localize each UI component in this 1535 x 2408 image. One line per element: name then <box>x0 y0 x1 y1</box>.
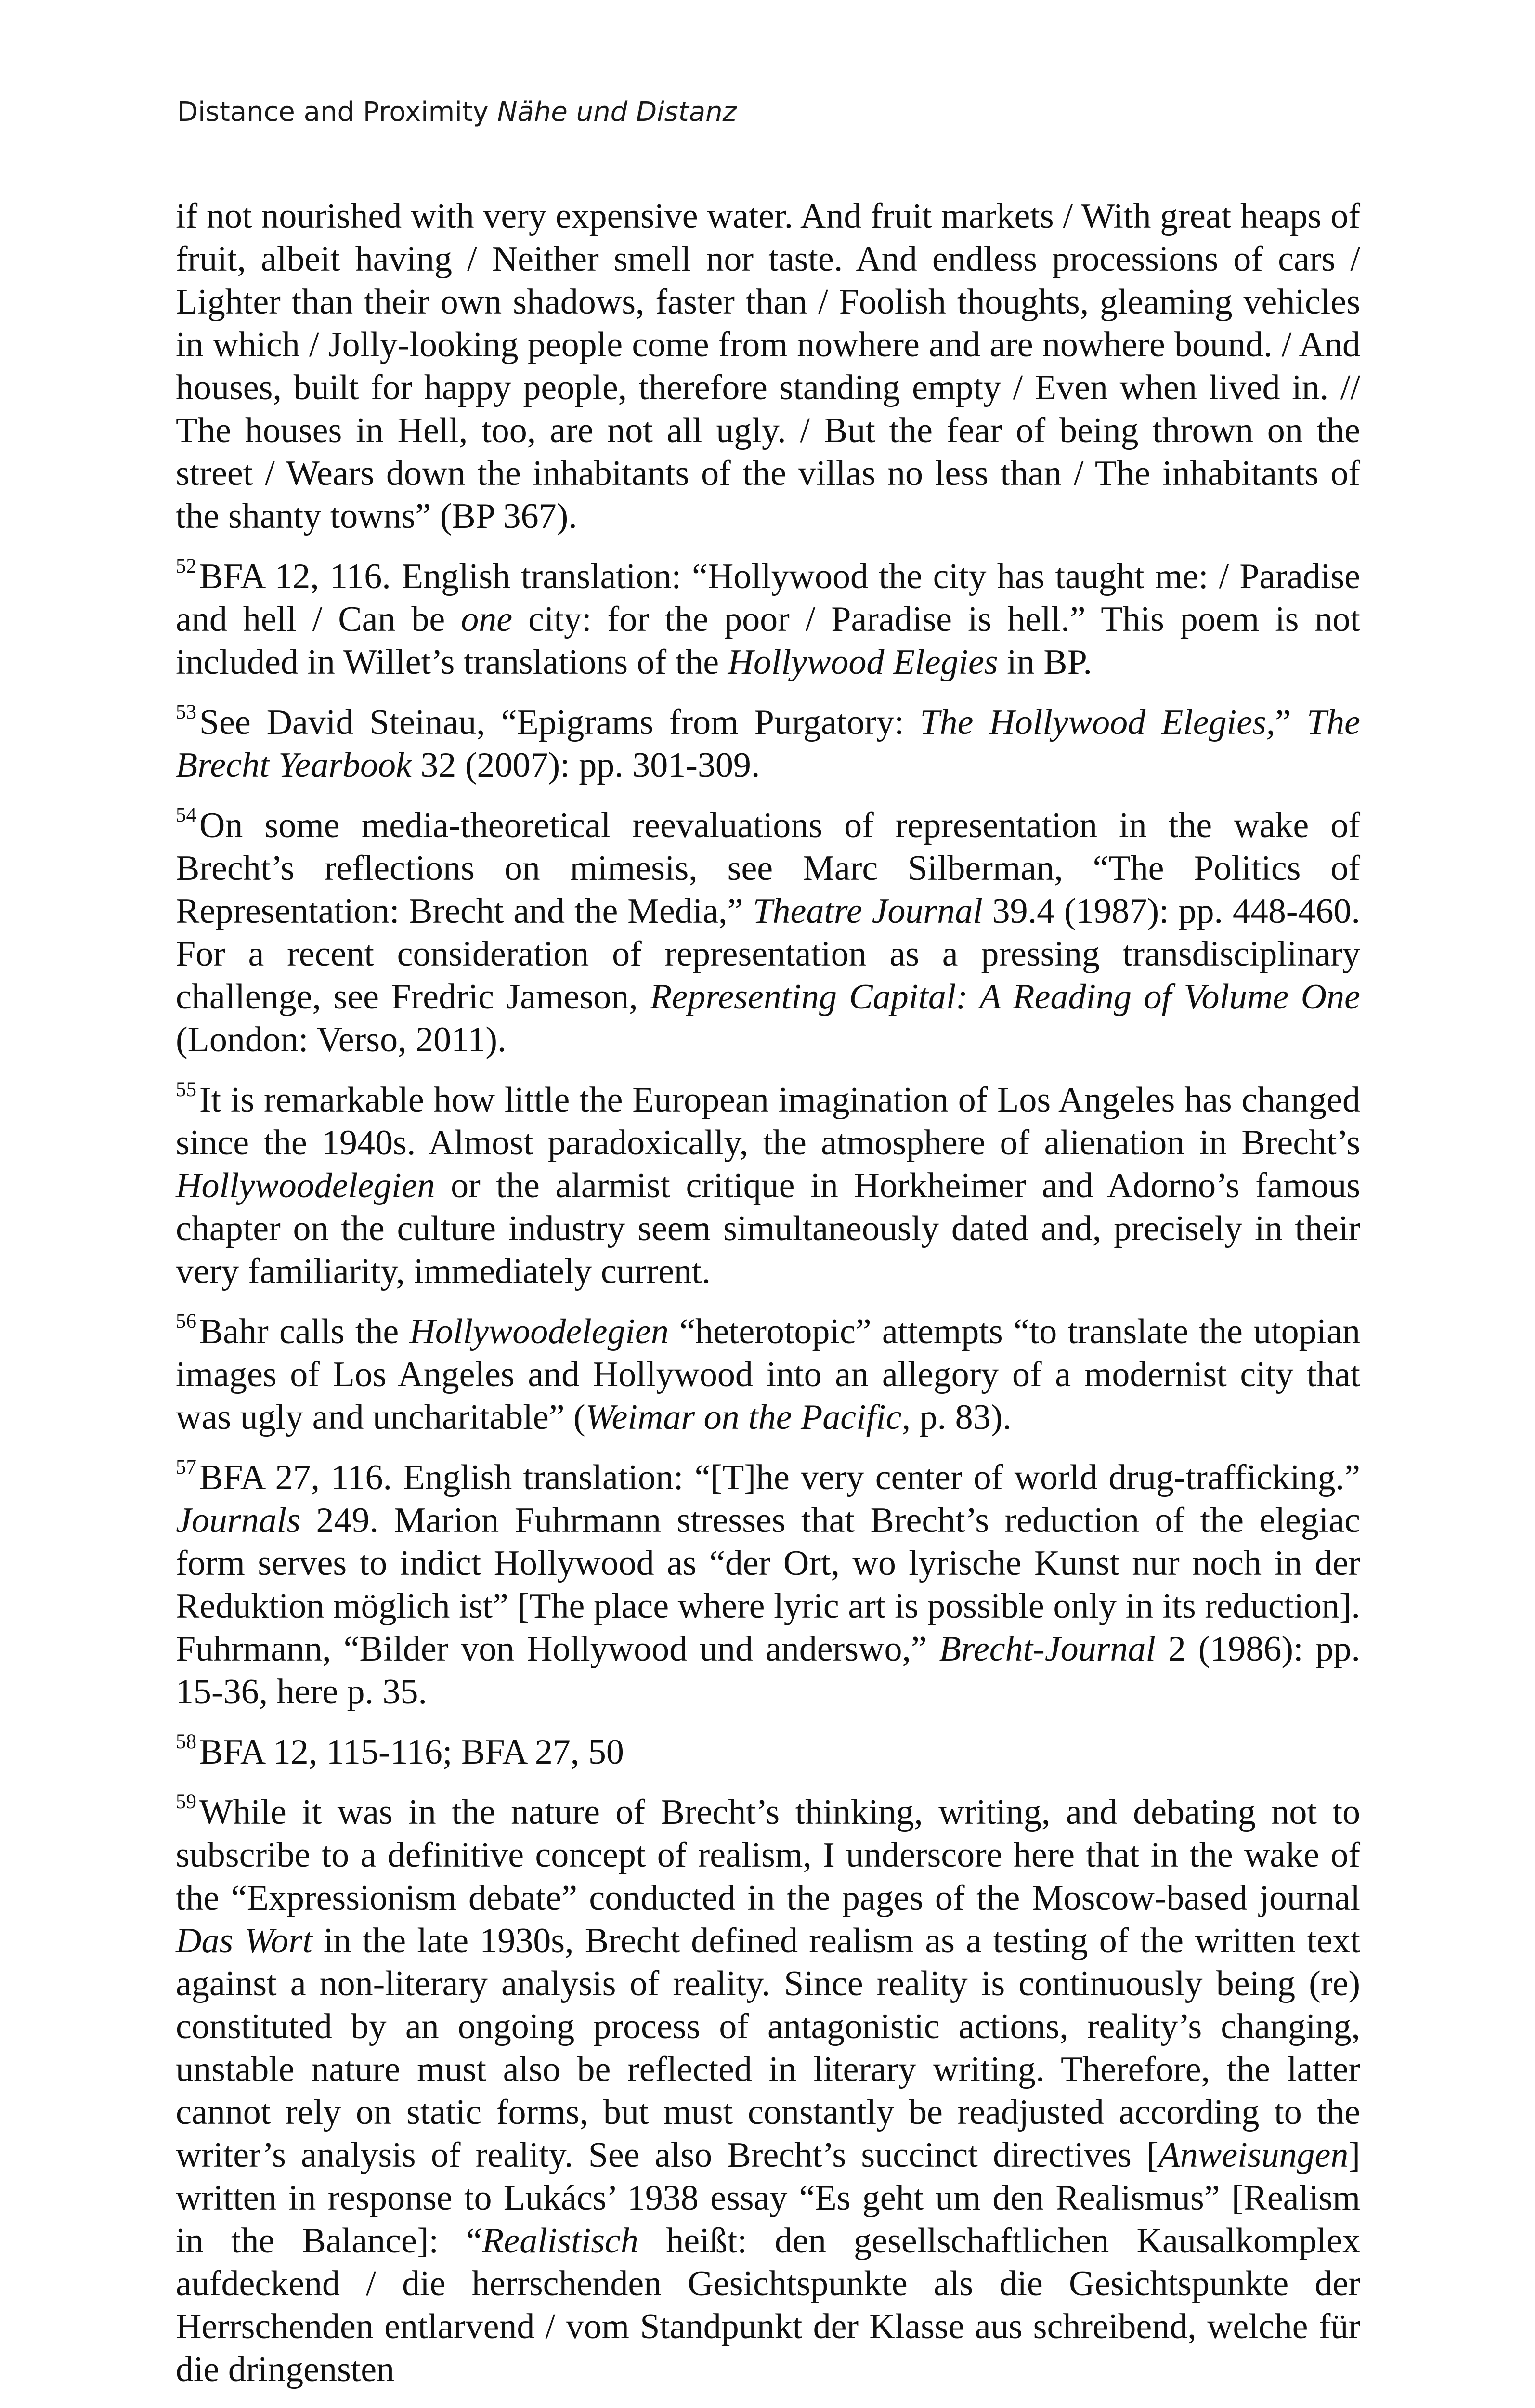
footnote-text: city: for the poor / Paradise is hell.” This poem is not included in Willet’s translations of the <box>176 600 1360 682</box>
footnote-55 <box>176 1079 1360 1293</box>
footnote-text: in BP. <box>998 642 1093 682</box>
footnote-number: 53 <box>176 700 196 723</box>
footnote-text: 39.4 (1987): pp. 448-460. For a recent consideration of representation as a pressing transdisciplinary challenge, see Fredric Jameson, <box>176 891 1360 1017</box>
footnote-title: Weimar on the Pacific <box>585 1398 902 1437</box>
footnote-number: 55 <box>176 1078 196 1101</box>
footnote-text: It is remarkable how little the European imagination of Los Angeles has changed since the 1940s. Almost paradoxically, the atmosphere of alienation in Brecht’s <box>176 1080 1360 1163</box>
footnote-title: Hollywoodelegien <box>409 1312 669 1351</box>
footnote-51-continuation <box>176 195 1360 538</box>
footnote-term: Anweisungen <box>1158 2135 1349 2175</box>
running-head <box>177 96 737 128</box>
footnote-title: Brecht-Journal <box>939 1629 1156 1669</box>
footnote-54 <box>176 804 1360 1061</box>
footnote-number: 59 <box>176 1790 196 1813</box>
footnote-title: Representing Capital: A Reading of Volume One <box>650 977 1360 1017</box>
footnote-text: , p. 83). <box>901 1398 1012 1437</box>
footnote-text: BFA 27, 116. English translation: “[T]he very center of world drug-trafficking.” <box>199 1458 1360 1497</box>
footnote-text: See David Steinau, “Epigrams from Purgatory: <box>199 703 920 742</box>
footnote-text: or the alarmist critique in Horkheimer and Adorno’s famous chapter on the culture industry seem simultaneously dated and, precisely in their very familiarity, immediately current. <box>176 1166 1360 1291</box>
footnote-text: Bahr calls the <box>199 1312 410 1351</box>
footnote-title: The Hollywood Elegies, <box>920 703 1275 742</box>
footnote-number: 54 <box>176 803 196 826</box>
footnote-number: 58 <box>176 1730 196 1753</box>
footnote-text: BFA 12, 115-116; BFA 27, 50 <box>199 1732 624 1772</box>
footnote-title: Das Wort <box>176 1921 312 1961</box>
footnote-title: Theatre Journal <box>753 891 983 931</box>
footnote-emphasis: one <box>461 600 513 639</box>
footnote-text: “heterotopic” attempts “to translate the utopian images of Los Angeles and Hollywood into an allegory of a modernist city that was ugly and uncharitable” ( <box>176 1312 1360 1437</box>
footnote-term: Realistisch <box>482 2221 638 2261</box>
footnote-52 <box>176 555 1360 684</box>
running-head-subtitle: Nähe und Distanz <box>497 96 737 128</box>
footnote-text: 2 (1986): pp. 15-36, here p. 35. <box>176 1629 1360 1712</box>
footnote-text: 249. Marion Fuhrmann stresses that Brecht’s reduction of the elegiac form serves to indict Hollywood as “der Ort, wo lyrische Kunst nur noch in der Reduktion möglich ist” [The place where lyric art is possible only in its reduction]. Fuhrmann, “Bilder von Hollywood und anderswo,” <box>176 1501 1360 1669</box>
footnote-title: The Brecht Yearbook <box>176 703 1360 785</box>
footnote-title: Hollywoodelegien <box>176 1166 435 1205</box>
footnote-title: Hollywood Elegies <box>728 642 998 682</box>
footnote-number: 56 <box>176 1309 196 1333</box>
footnote-text: in the late 1930s, Brecht defined realism as a testing of the written text against a non-literary analysis of reality. Since reality is continuously being (re) constituted by an ongoing process of antagonistic actions, reality’s changing, unstable nature must also be reflected in literary writing. Therefore, the latter cannot rely on static forms, but must constantly be readjusted according to the writer’s analysis of reality. See also Brecht’s succinct directives [ <box>176 1921 1360 2175</box>
footnote-text: On some media-theoretical reevaluations of representation in the wake of Brecht’s reflections on mimesis, see Marc Silberman, “The Politics of Representation: Brecht and the Media,” <box>176 806 1360 931</box>
footnote-text: BFA 12, 116. English translation: “Hollywood the city has taught me: / Paradise and hell / Can be <box>176 557 1360 639</box>
footnote-number: 52 <box>176 554 196 577</box>
footnote-58 <box>176 1731 1360 1774</box>
footnote-title: Journals <box>176 1501 300 1540</box>
footnote-59 <box>176 1791 1360 2391</box>
footnotes-block <box>176 195 1360 2408</box>
footnote-53 <box>176 701 1360 787</box>
footnote-text: (London: Verso, 2011). <box>176 1020 507 1060</box>
footnote-text: While it was in the nature of Brecht’s thinking, writing, and debating not to subscribe to a definitive concept of realism, I underscore here that in the wake of the “Expressionism debate” conducted in the pages of the Moscow-based journal <box>176 1793 1360 1918</box>
footnote-number: 57 <box>176 1455 196 1479</box>
footnote-text: ] written in response to Lukács’ 1938 essay “Es geht um den Realismus” [Realism in the Balance]: “ <box>176 2135 1360 2261</box>
footnote-text: 32 (2007): pp. 301-309. <box>411 746 760 785</box>
footnote-57 <box>176 1456 1360 1714</box>
running-head-title: Distance and Proximity <box>177 96 489 128</box>
footnote-text: heißt: den gesellschaftlichen Kausalkomplex aufdeckend / die herrschenden Gesichtspunkte als die Gesichtspunkte der Herrschenden entlarvend / vom Standpunkt der Klasse aus schreibend, welche für die dringensten <box>176 2221 1360 2389</box>
footnote-text: if not nourished with very expensive water. And fruit markets / With great heaps of fruit, albeit having / Neither smell nor taste. And endless processions of cars / Lighter than their own shadows, faster than / Foolish thoughts, gleaming vehicles in which / Jolly-looking people come from nowhere and are nowhere bound. / And houses, built for happy people, therefore standing empty / Even when lived in. // The houses in Hell, too, are not all ugly. / But the fear of being thrown on the street / Wears down the inhabitants of the villas no less than / The inhabitants of the shanty towns” (BP 367). <box>176 196 1360 536</box>
footnote-text: ” <box>1275 703 1307 742</box>
footnote-56 <box>176 1310 1360 1439</box>
